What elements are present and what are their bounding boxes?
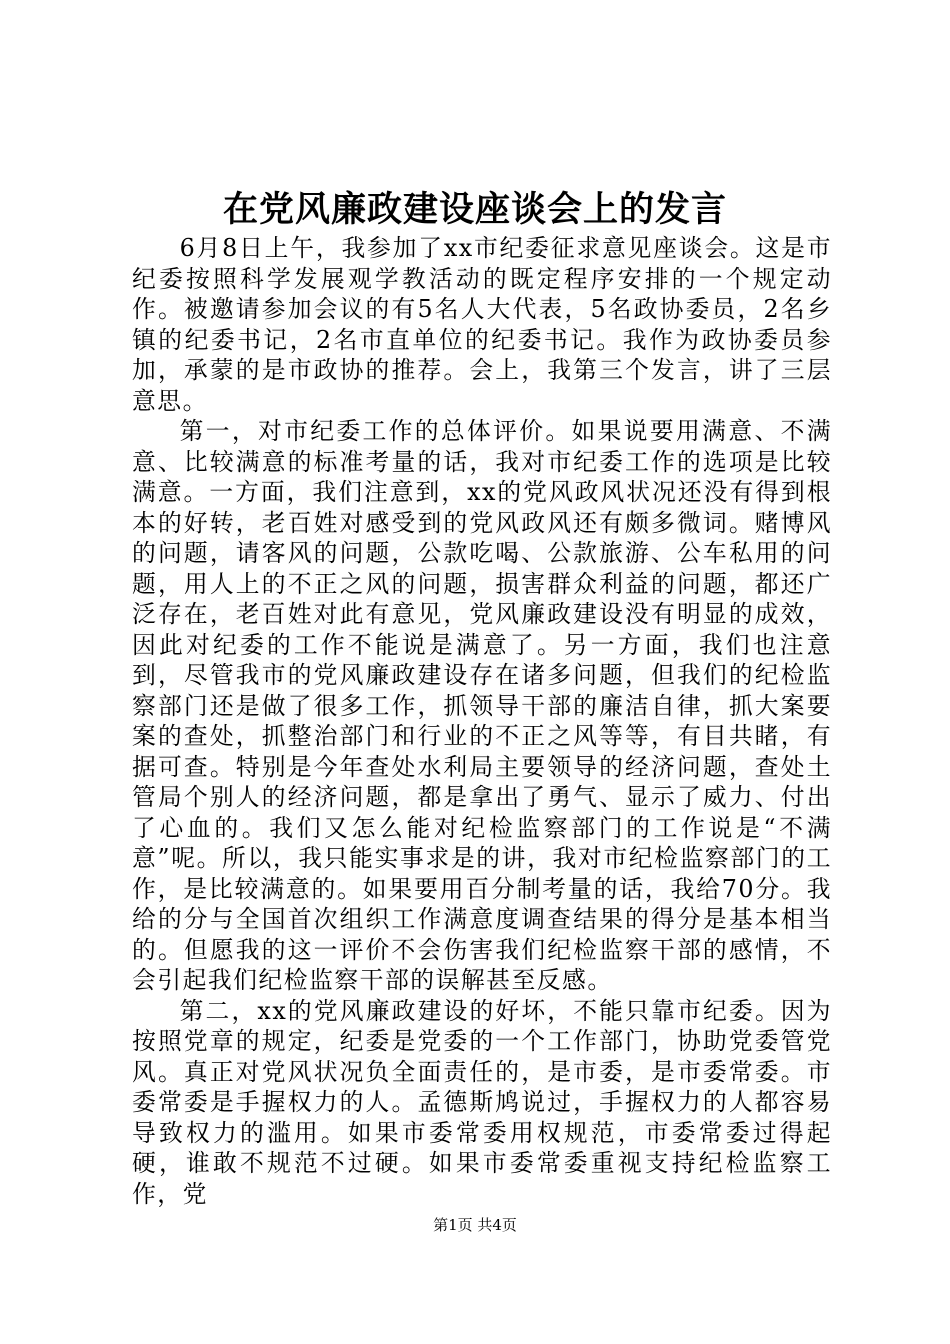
document-title: 在党风廉政建设座谈会上的发言 xyxy=(222,189,727,230)
page-number-footer: 第1页 共4页 xyxy=(433,1216,517,1234)
document-body xyxy=(132,233,832,1209)
paragraph-intro: 6月8日上午，我参加了xx市纪委征求意见座谈会。这是市纪委按照科学发展观学教活动的既定程序安排的一个规定动作。被邀请参加会议的有5名人大代表，5名政协委员，2名乡镇的纪委书记，2名市直单位的纪委书记。我作为政协委员参加，承蒙的是市政协的推荐。会上，我第三个发言，讲了三层意思。 xyxy=(132,234,832,415)
paragraph-first-point: 第一，对市纪委工作的总体评价。如果说要用满意、不满意、比较满意的标准考量的话，我对市纪委工作的选项是比较满意。一方面，我们注意到，xx的党风政风状况还没有得到根本的好转，老百姓对感受到的党风政风还有颇多微词。赌博风的问题，请客风的问题，公款吃喝、公款旅游、公车私用的问题，用人上的不正之风的问题，损害群众利益的问题，都还广泛存在，老百姓对此有意见，党风廉政建设没有明显的成效，因此对纪委的工作不能说是满意了。另一方面，我们也注意到，尽管我市的党风廉政建设存在诸多问题，但我们的纪检监察部门还是做了很多工作，抓领导干部的廉洁自律，抓大案要案的查处，抓整治部门和行业的不正之风等等，有目共睹，有据可查。特别是今年查处水利局主要领导的经济问题，查处土管局个别人的经济问题，都是拿出了勇气、显示了威力、付出了心血的。我们又怎么能对纪检监察部门的工作说是“不满意”呢。所以，我只能实事求是的讲，我对市纪检监察部门的工作，是比较满意的。如果要用百分制考量的话，我给70分。我给的分与全国首次组织工作满意度调查结果的得分是基本相当的。但愿我的这一评价不会伤害我们纪检监察干部的感情，不会引起我们纪检监察干部的误解甚至反感。 xyxy=(132,417,832,994)
paragraph-second-point: 第二，xx的党风廉政建设的好坏，不能只靠市纪委。因为按照党章的规定，纪委是党委的一个工作部门，协助党委管党风。真正对党风状况负全面责任的，是市委，是市委常委。市委常委是手握权力的人。孟德斯鸠说过，手握权力的人都容易导致权力的滥用。如果市委常委用权规范，市委常委过得起硬，谁敢不规范不过硬。如果市委常委重视支持纪检监察工作，党 xyxy=(132,996,832,1208)
